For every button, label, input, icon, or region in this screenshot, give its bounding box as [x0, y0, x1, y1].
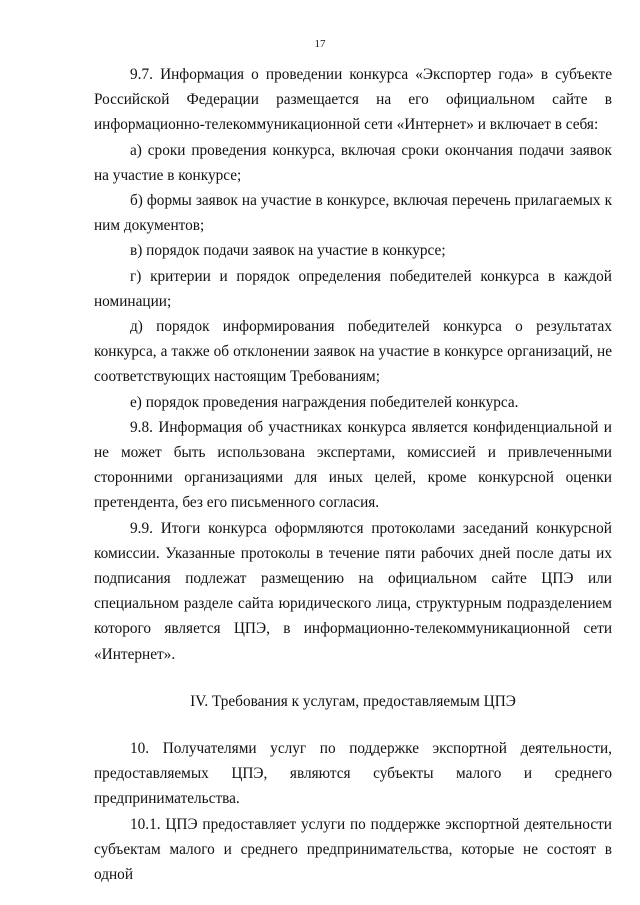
list-item-a: а) сроки проведения конкурса, включая сроки окончания подачи заявок на участие в конкурсе;	[94, 141, 612, 184]
paragraph-9-9: 9.9. Итоги конкурса оформляются протоколами заседаний конкурсной комиссии. Указанные протоколы в течение пяти рабочих дней после даты их подписания подлежат размещению на официальном сайте ЦПЭ или специальном разделе сайта юридического лица, структурным подразделением которого является ЦПЭ, в информационно-телекоммуникационной сети «Интернет».	[94, 519, 612, 663]
list-item-b: б) формы заявок на участие в конкурсе, включая перечень прилагаемых к ним документов;	[94, 192, 612, 235]
list-item-e: е) порядок проведения награждения победителей конкурса.	[130, 393, 519, 411]
paragraph-9-7: 9.7. Информация о проведении конкурса «Экспортер года» в субъекте Российской Федерации размещается на его официальном сайте в информационно-телекоммуникационной сети «Интернет» и включает в себя:	[94, 66, 612, 134]
paragraph-10-1: 10.1. ЦПЭ предоставляет услуги по поддержке экспортной деятельности субъектам малого и среднего предпринимательства, которые не состоят в одной	[94, 815, 612, 884]
list-item-v: в) порядок подачи заявок на участие в конкурсе;	[130, 242, 446, 260]
page-number: 17	[314, 38, 326, 50]
paragraph-10: 10. Получателями услуг по поддержке экспортной деятельности, предоставляемых ЦПЭ, являются субъекты малого и среднего предпринимательства.	[94, 740, 612, 808]
paragraph-9-8: 9.8. Информация об участниках конкурса является конфиденциальной и не может быть использована экспертами, комиссией и привлеченными сторонними организациями для иных целей, кроме конкурсной оценки претендента, без его письменного согласия.	[94, 418, 612, 512]
section-title-iv: IV. Требования к услугам, предоставляемым ЦПЭ	[190, 692, 516, 710]
list-item-d: д) порядок информирования победителей конкурса о результатах конкурса, а также об отклонении заявок на участие в конкурсе организаций, не соответствующих настоящим Требованиям;	[94, 318, 612, 386]
list-item-g: г) критерии и порядок определения победителей конкурса в каждой номинации;	[94, 267, 612, 310]
document-body	[94, 62, 612, 887]
